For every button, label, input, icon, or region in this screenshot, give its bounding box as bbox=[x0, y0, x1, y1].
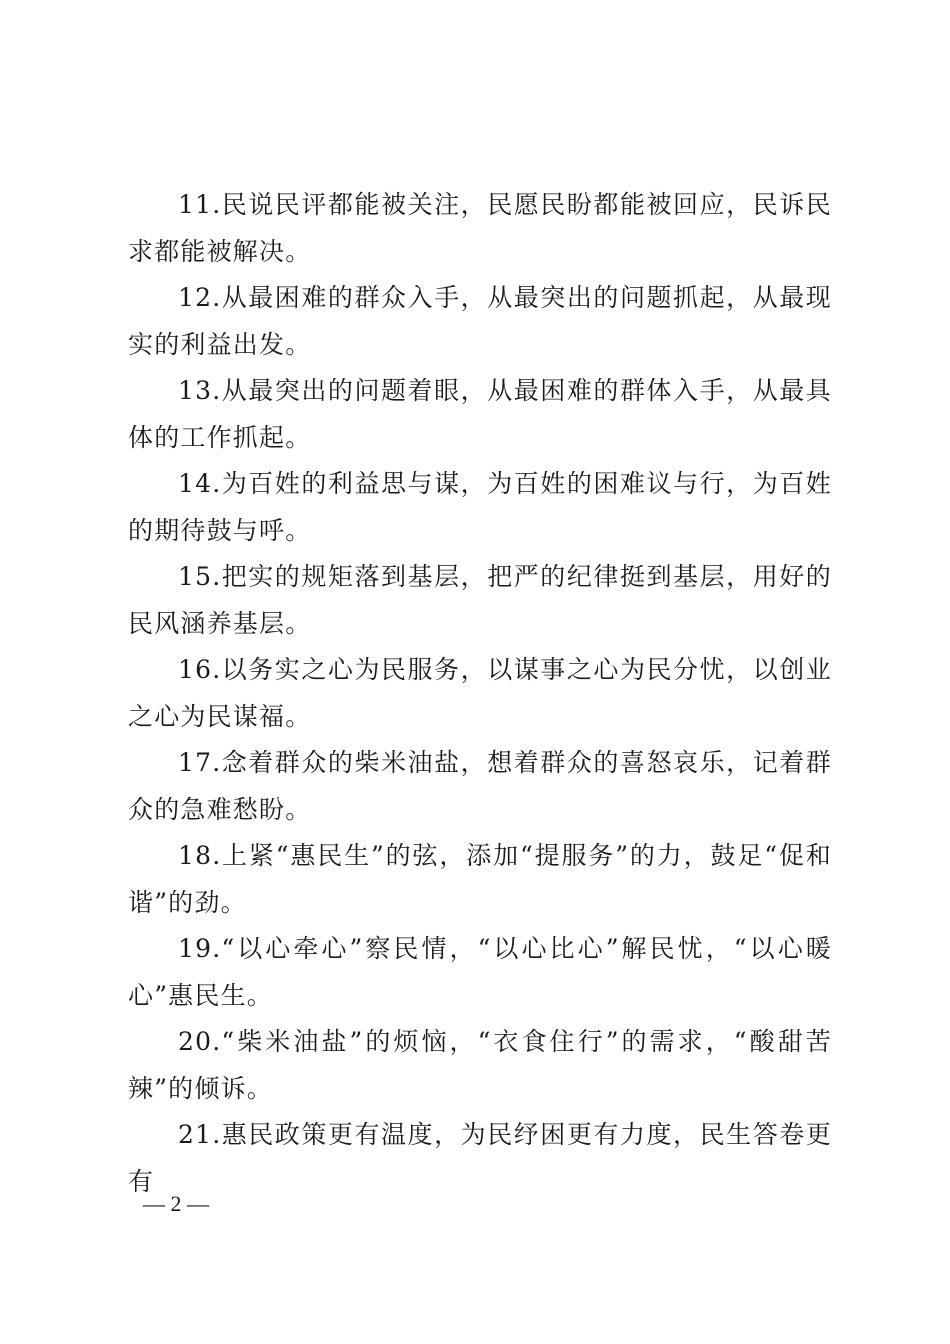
paragraph-16: 16.以务实之心为民服务，以谋事之心为民分忧，以创业之心为民谋福。 bbox=[128, 655, 832, 731]
body-text bbox=[128, 182, 832, 1205]
paragraph-17: 17.念着群众的柴米油盐，想着群众的喜怒哀乐，记着群众的急难愁盼。 bbox=[128, 748, 832, 824]
paragraph-14: 14.为百姓的利益思与谋，为百姓的困难议与行，为百姓的期待鼓与呼。 bbox=[128, 469, 832, 545]
paragraph-12: 12.从最困难的群众入手，从最突出的问题抓起，从最现实的利益出发。 bbox=[128, 283, 832, 359]
paragraph-13: 13.从最突出的问题着眼，从最困难的群体入手，从最具体的工作抓起。 bbox=[128, 376, 832, 452]
paragraph-19: 19.“以心牵心”察民情，“以心比心”解民忧，“以心暖心”惠民生。 bbox=[128, 934, 832, 1010]
paragraph-21: 21.惠民政策更有温度，为民纾困更有力度，民生答卷更有 bbox=[128, 1120, 832, 1196]
paragraph-18: 18.上紧“惠民生”的弦，添加“提服务”的力，鼓足“促和谐”的劲。 bbox=[128, 841, 832, 917]
paragraph-20: 20.“柴米油盐”的烦恼，“衣食住行”的需求，“酸甜苦辣”的倾诉。 bbox=[128, 1027, 832, 1103]
paragraph-11: 11.民说民评都能被关注，民愿民盼都能被回应，民诉民求都能被解决。 bbox=[128, 190, 832, 266]
paragraph-15: 15.把实的规矩落到基层，把严的纪律挺到基层，用好的民风涵养基层。 bbox=[128, 562, 832, 638]
page-number: — 2 — bbox=[143, 1191, 209, 1216]
